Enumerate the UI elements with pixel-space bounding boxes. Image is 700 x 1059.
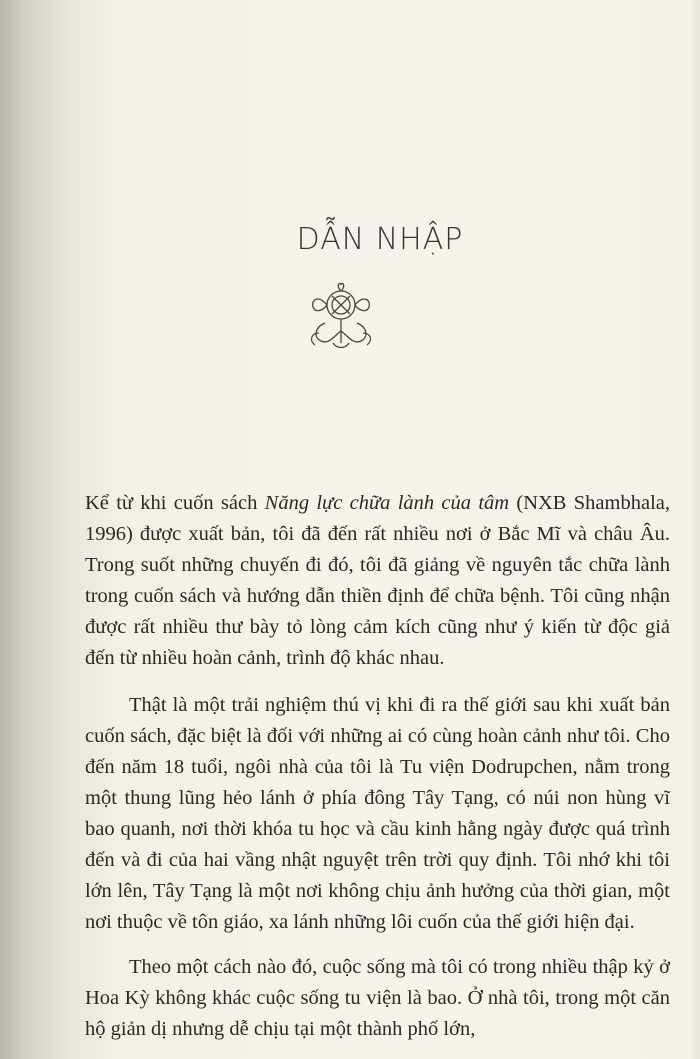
paragraph-2: Thật là một trải nghiệm thú vị khi đi ra thế giới sau khi xuất bản cuốn sách, đặc biệt là đối với những ai có cùng hoàn cảnh như tôi. Cho đến năm 18 tuổi, ngôi nhà của tôi là Tu viện Dodrupchen, nằm trong một thung lũng hẻo lánh ở phía đông Tây Tạng, có núi non hùng vĩ bao quanh, nơi thời khóa tu học và cầu kinh hằng ngày được quá trình đến và đi của hai vầng nhật nguyệt trên trời quy định. Tôi nhớ khi tôi lớn lên, Tây Tạng là một nơi không chịu ảnh hưởng của thời gian, một nơi thuộc về tôn giáo, xa lánh những lôi cuốn của thế giới hiện đại. — [85, 694, 670, 933]
book-title: Năng lực chữa lành của tâm — [264, 492, 510, 514]
body-text — [85, 488, 670, 1059]
paragraph-1 — [85, 488, 670, 674]
paragraph-text: Kể từ khi cuốn sách — [85, 492, 265, 514]
endless-knot-ornament-icon — [305, 283, 377, 351]
chapter-title: DẪN NHẬP — [296, 222, 464, 257]
paragraph-3: Theo một cách nào đó, cuộc sống mà tôi có trong nhiều thập kỷ ở Hoa Kỳ không khác cuộc sống tu viện là bao. Ở nhà tôi, trong một căn hộ giản dị nhưng dễ chịu tại một thành phố lớn, — [85, 956, 670, 1040]
paragraph-text: (NXB Shambhala, 1996) được xuất bản, tôi đã đến rất nhiều nơi ở Bắc Mĩ và châu Âu. Trong suốt những chuyến đi đó, tôi đã giảng về nguyên tắc chữa lành trong cuốn sách và hướng dẫn thiền định để chữa bệnh. Tôi cũng nhận được rất nhiều thư bày tỏ lòng cảm kích cũng như ý kiến từ độc giả đến từ nhiều hoàn cảnh, trình độ khác nhau. — [85, 492, 670, 669]
